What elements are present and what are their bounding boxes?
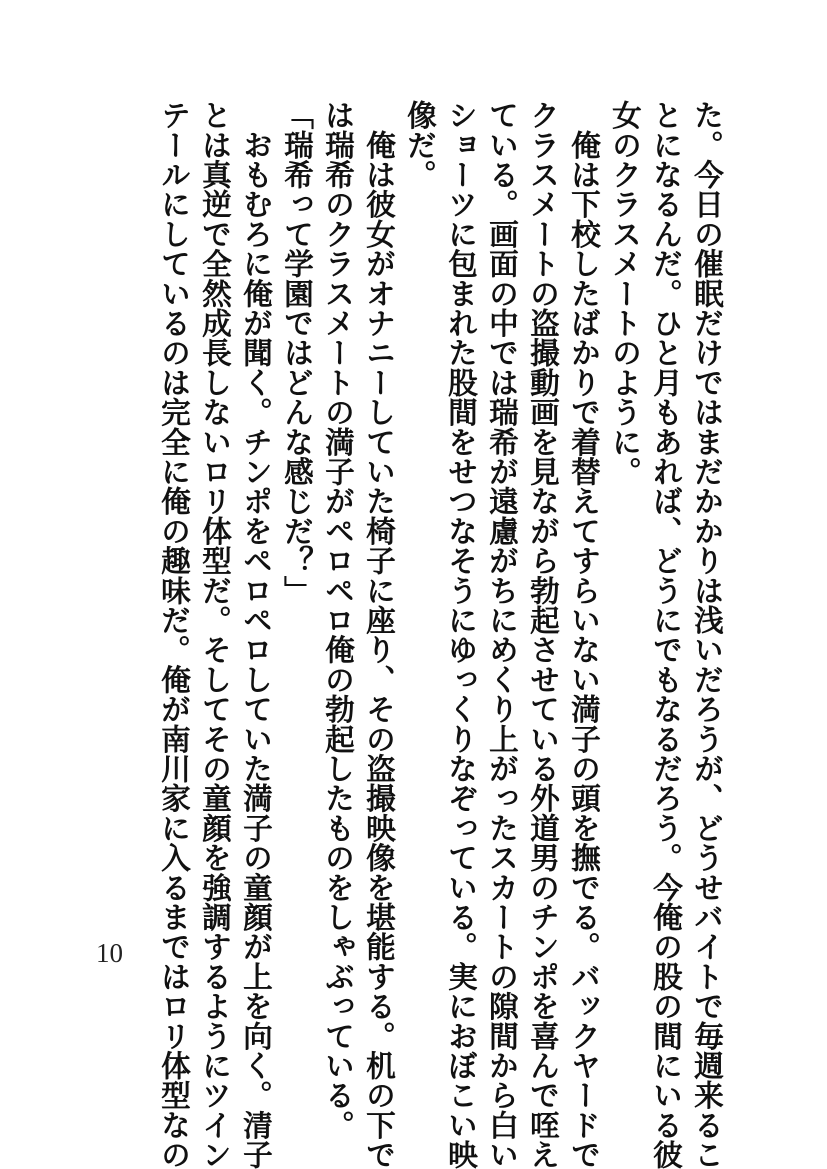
page-number: 10 (96, 938, 123, 968)
text-line: ている。画面の中では瑞希が遠慮がちにめくり上がったスカートの隙間から白い (484, 100, 519, 1169)
text-line: おもむろに俺が聞く。チンポをペロペロしていた満子の童顔が上を向く。清子 (238, 100, 273, 1169)
text-line: とになるんだ。ひと月もあれば、どうにでもなるだろう。今俺の股の間にいる彼 (648, 100, 683, 1169)
text-line: テールにしているのは完全に俺の趣味だ。俺が南川家に入るまではロリ体型なの (156, 100, 191, 1169)
text-line: た。今日の催眠だけではまだかかりは浅いだろうが、どうせバイトで毎週来るこ (689, 100, 724, 1169)
text-line: 俺は下校したばかりで着替えてすらいない満子の頭を撫でる。バックヤードで (566, 100, 601, 1169)
text-line: クラスメートの盗撮動画を見ながら勃起させている外道男のチンポを喜んで咥え (525, 100, 560, 1169)
text-line: 像だ。 (402, 100, 437, 190)
vertical-text-body (153, 100, 727, 1169)
text-line: とは真逆で全然成長しないロリ体型だ。そしてその童顔を強調するようにツイン (197, 100, 232, 1169)
text-line: 俺は彼女がオナニーしていた椅子に座り、その盗撮映像を堪能する。机の下で (361, 100, 396, 1169)
text-line: 「瑞希って学園ではどんな感じだ？」 (279, 100, 314, 605)
text-line: 女のクラスメートのように。 (607, 100, 642, 487)
text-line: は瑞希のクラスメートの満子がペロペロ俺の勃起したものをしゃぶっている。 (320, 100, 355, 1140)
text-line: ショーツに包まれた股間をせつなそうにゆっくりなぞっている。実におぼこい映 (443, 100, 478, 1169)
